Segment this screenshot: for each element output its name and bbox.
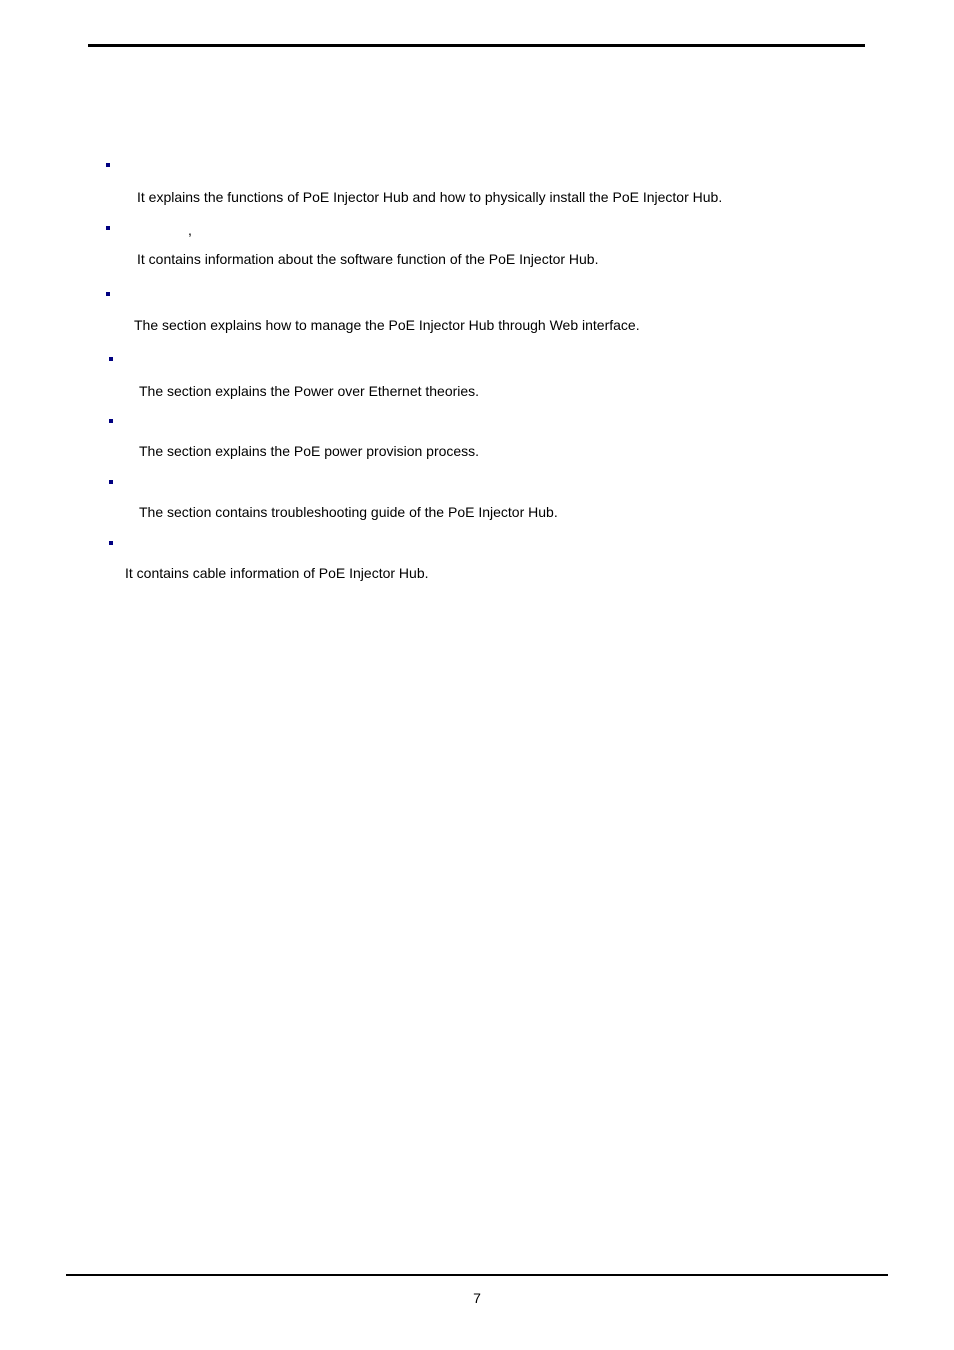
section-description: The section explains the PoE power provision process. xyxy=(139,443,480,459)
bullet-icon xyxy=(106,226,110,230)
bullet-icon xyxy=(109,480,113,484)
bullet-icon xyxy=(109,419,113,423)
section-heading: , xyxy=(188,222,192,238)
bullet-icon xyxy=(109,541,113,545)
header-rule xyxy=(88,44,865,47)
section-description: The section contains troubleshooting guide of the PoE Injector Hub. xyxy=(139,504,558,520)
footer-rule xyxy=(66,1274,888,1276)
section-description: It explains the functions of PoE Injector Hub and how to physically install the PoE Injector Hub. xyxy=(137,189,723,205)
section-description: It contains cable information of PoE Injector Hub. xyxy=(125,565,429,581)
bullet-icon xyxy=(106,163,110,167)
bullet-icon xyxy=(106,292,110,296)
page-number: 7 xyxy=(473,1290,481,1306)
section-description: It contains information about the software function of the PoE Injector Hub. xyxy=(137,251,599,267)
section-description: The section explains how to manage the PoE Injector Hub through Web interface. xyxy=(134,317,640,333)
bullet-icon xyxy=(109,357,113,361)
section-description: The section explains the Power over Ethernet theories. xyxy=(139,383,480,399)
